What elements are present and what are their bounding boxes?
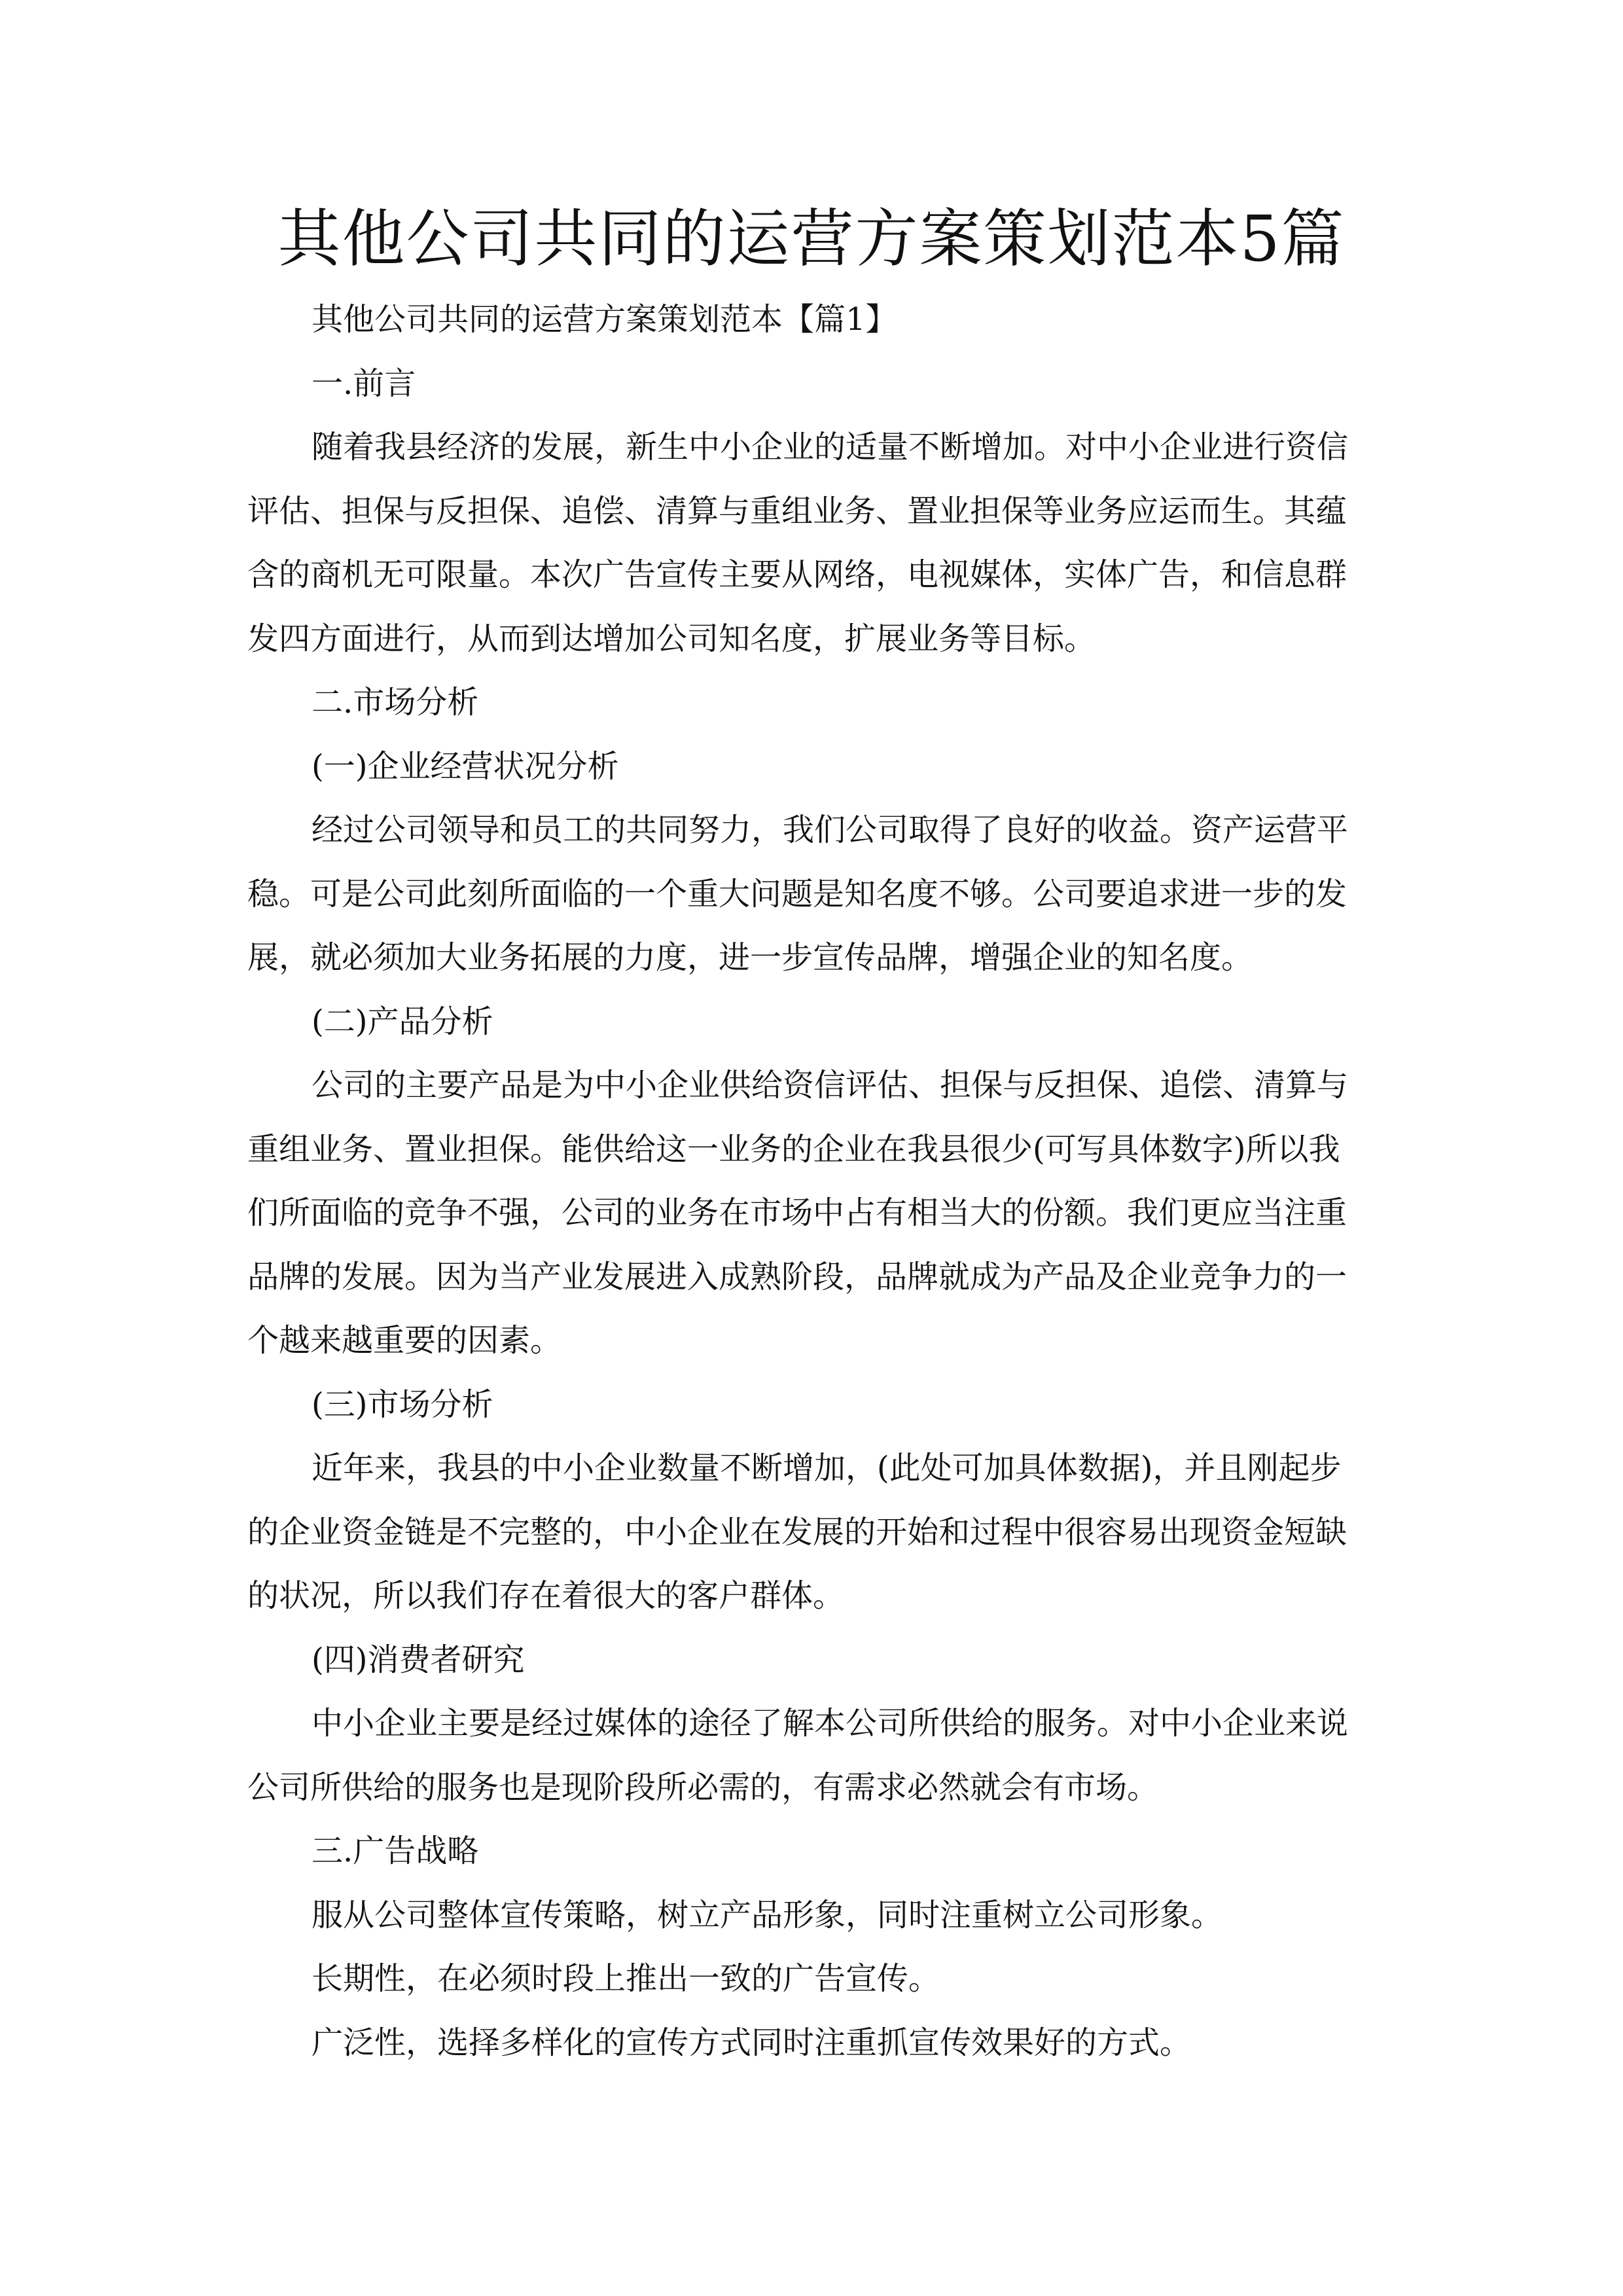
text-line: 长期性，在必须时段上推出一致的广告宣传。 <box>312 1960 940 1997</box>
text-line: 广泛性，选择多样化的宣传方式同时注重抓宣传效果好的方式。 <box>312 2024 1192 2061</box>
text-line: 随着我县经济的发展，新生中小企业的适量不断增加。对中小企业进行资信 <box>312 429 1349 465</box>
document-body <box>247 288 1380 2075</box>
text-line: 含的商机无可限量。本次广告宣传主要从网络，电视媒体，实体广告，和信息群 <box>247 556 1347 593</box>
text-line: 重组业务、置业担保。能供给这一业务的企业在我县很少(可写具体数字)所以我 <box>247 1130 1340 1168</box>
text-line: 一.前言 <box>312 365 416 402</box>
text-line: 中小企业主要是经过媒体的途径了解本公司所供给的服务。对中小企业来说 <box>312 1705 1349 1742</box>
text-line: 其他公司共同的运营方案策划范本【篇1】 <box>312 301 897 338</box>
text-line: (三)市场分析 <box>312 1386 493 1423</box>
document-title: 其他公司共同的运营方案策划范本5篇 <box>277 202 1346 276</box>
text-line: 的状况，所以我们存在着很大的客户群体。 <box>247 1577 845 1614</box>
text-line: 展，就必须加大业务拓展的力度，进一步宣传品牌，增强企业的知名度。 <box>247 939 1253 976</box>
text-line: 个越来越重要的因素。 <box>247 1322 562 1359</box>
text-line: 服从公司整体宣传策略，树立产品形象，同时注重树立公司形象。 <box>312 1896 1223 1933</box>
text-line: (二)产品分析 <box>312 1003 493 1040</box>
text-line: 近年来，我县的中小企业数量不断增加，(此处可加具体数据)，并且刚起步 <box>312 1450 1342 1486</box>
text-line: (四)消费者研究 <box>312 1641 525 1678</box>
text-line: 评估、担保与反担保、追偿、清算与重组业务、置业担保等业务应运而生。其蕴 <box>247 492 1347 529</box>
text-line: (一)企业经营状况分析 <box>312 747 619 785</box>
text-line: 品牌的发展。因为当产业发展进入成熟阶段，品牌就成为产品及企业竞争力的一 <box>247 1258 1347 1295</box>
text-line: 公司所供给的服务也是现阶段所必需的，有需求必然就会有市场。 <box>247 1768 1159 1806</box>
text-line: 三.广告战略 <box>312 1833 479 1869</box>
text-line: 稳。可是公司此刻所面临的一个重大问题是知名度不够。公司要追求进一步的发 <box>247 875 1347 912</box>
text-line: 公司的主要产品是为中小企业供给资信评估、担保与反担保、追偿、清算与 <box>312 1067 1349 1103</box>
text-line: 二.市场分析 <box>312 684 479 721</box>
text-line: 发四方面进行，从而到达增加公司知名度，扩展业务等目标。 <box>247 620 1096 657</box>
text-line: 们所面临的竞争不强，公司的业务在市场中占有相当大的份额。我们更应当注重 <box>247 1194 1347 1231</box>
text-line: 的企业资金链是不完整的，中小企业在发展的开始和过程中很容易出现资金短缺 <box>247 1513 1347 1551</box>
text-line: 经过公司领导和员工的共同努力，我们公司取得了良好的收益。资产运营平 <box>312 812 1349 848</box>
